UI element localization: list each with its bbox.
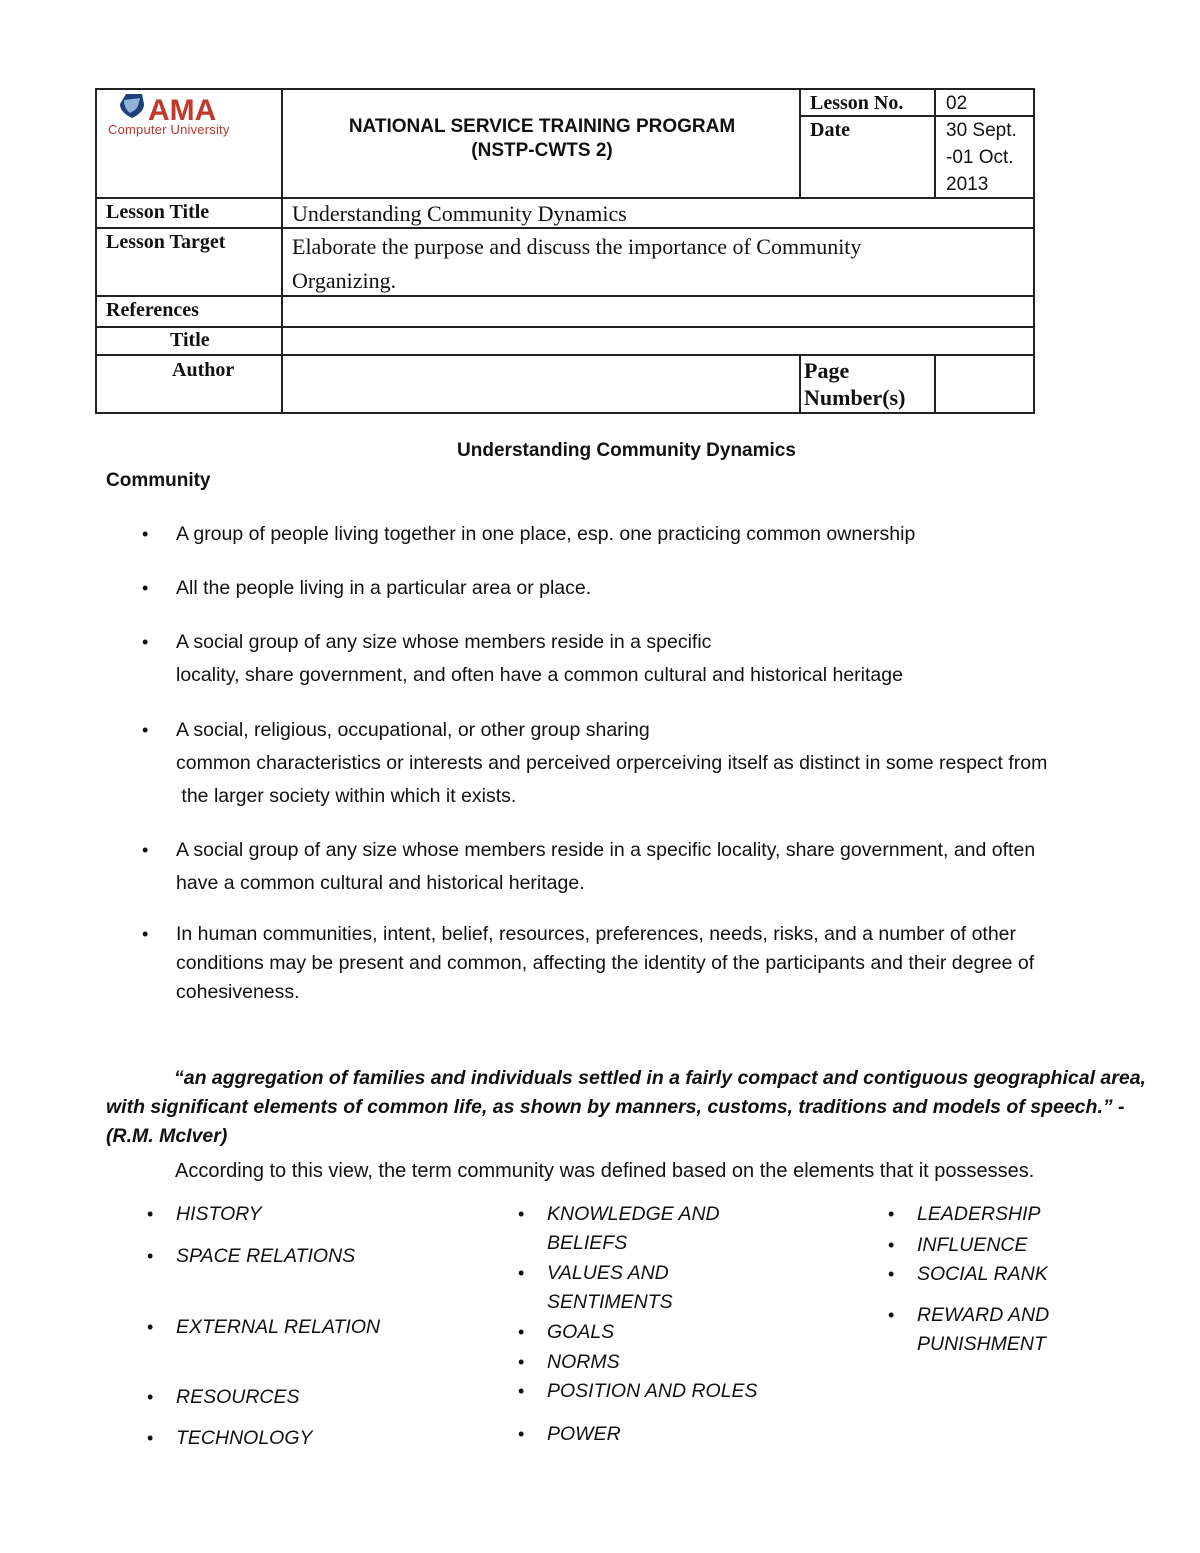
page-title: Understanding Community Dynamics bbox=[457, 440, 796, 461]
according-text: According to this view, the term community was defined based on the elements that it possesses. bbox=[175, 1160, 1035, 1182]
table-divider bbox=[281, 88, 283, 414]
lesson-target-label: Lesson Target bbox=[106, 231, 226, 253]
logo-wordmark: AMA bbox=[148, 94, 217, 127]
lesson-no-label: Lesson No. bbox=[810, 92, 904, 114]
element-item: • VALUES AND SENTIMENTS bbox=[518, 1262, 673, 1313]
list-item-line: cohesiveness. bbox=[176, 981, 300, 1003]
program-title-line1: NATIONAL SERVICE TRAINING PROGRAM bbox=[348, 116, 736, 137]
date-label: Date bbox=[810, 119, 850, 141]
author-label: Author bbox=[172, 359, 235, 381]
logo-subtitle: Computer University bbox=[108, 122, 230, 137]
date-value-line2: -01 Oct. bbox=[946, 147, 1014, 168]
list-item-line: common characteristics or interests and perceived orperceiving itself as distinct in some respect from bbox=[176, 752, 1048, 774]
element-label: RESOURCES bbox=[176, 1386, 300, 1408]
element-label: LEADERSHIP bbox=[917, 1203, 1041, 1225]
element-label: SENTIMENTS bbox=[547, 1291, 673, 1313]
element-label: EXTERNAL RELATION bbox=[176, 1316, 381, 1338]
lesson-target-line2: Organizing. bbox=[292, 268, 397, 293]
list-item-line: the larger society within which it exists. bbox=[176, 785, 517, 807]
element-item: • LEADERSHIP bbox=[888, 1203, 1041, 1225]
date-value-line3: 2013 bbox=[946, 174, 989, 195]
table-divider bbox=[95, 227, 1035, 229]
list-item bbox=[176, 519, 915, 550]
program-title-line2: (NSTP-CWTS 2) bbox=[471, 140, 613, 161]
element-item: • INFLUENCE bbox=[888, 1234, 1028, 1256]
table-divider bbox=[934, 88, 936, 198]
element-item: • EXTERNAL RELATION bbox=[147, 1316, 381, 1338]
element-item: • NORMS bbox=[518, 1351, 620, 1373]
title-label: Title bbox=[170, 329, 210, 351]
element-label: POWER bbox=[547, 1423, 621, 1445]
lesson-target-value bbox=[292, 230, 861, 298]
section-heading: Community bbox=[106, 470, 211, 491]
element-label: SPACE RELATIONS bbox=[176, 1245, 356, 1267]
date-value-line1: 30 Sept. bbox=[946, 120, 1017, 141]
page-numbers-line2: Number(s) bbox=[804, 385, 906, 410]
page-numbers-label bbox=[804, 357, 905, 411]
element-item: • KNOWLEDGE AND BELIEFS bbox=[518, 1203, 720, 1254]
element-label: PUNISHMENT bbox=[917, 1333, 1046, 1355]
element-label: SOCIAL RANK bbox=[917, 1263, 1048, 1285]
element-label: POSITION AND ROLES bbox=[547, 1380, 758, 1402]
element-item: • REWARD AND PUNISHMENT bbox=[888, 1304, 1050, 1355]
list-item-line: • A group of people living together in one place, esp. one practicing common ownership bbox=[176, 523, 916, 545]
list-item bbox=[176, 920, 1034, 1007]
table-divider bbox=[95, 354, 1035, 356]
table-divider bbox=[934, 355, 936, 414]
element-item: • POSITION AND ROLES bbox=[518, 1380, 758, 1402]
table-divider bbox=[95, 326, 1035, 328]
references-label: References bbox=[106, 299, 199, 321]
lesson-target-line1: Elaborate the purpose and discuss the importance of Community bbox=[292, 234, 862, 259]
element-label: BELIEFS bbox=[547, 1232, 628, 1254]
list-item bbox=[176, 714, 1047, 813]
element-label: INFLUENCE bbox=[917, 1234, 1028, 1256]
lesson-title-value: Understanding Community Dynamics bbox=[292, 201, 627, 226]
list-item-line: locality, share government, and often have a common cultural and historical heritage bbox=[176, 664, 903, 686]
list-item bbox=[176, 573, 591, 604]
list-item-line: • A social, religious, occupational, or other group sharing bbox=[176, 719, 650, 741]
element-item: • RESOURCES bbox=[147, 1386, 300, 1408]
table-divider bbox=[95, 197, 1035, 199]
date-value bbox=[946, 117, 1017, 198]
quote: “an aggregation of families and individuals settled in a fairly compact and contiguous geographical area, with significant elements of common life, as shown by manners, customs, traditions and models of speech.” -(R.M. McIver) bbox=[106, 1067, 1146, 1147]
element-item: • HISTORY bbox=[147, 1203, 262, 1225]
list-item bbox=[176, 834, 1035, 900]
element-label: KNOWLEDGE AND bbox=[547, 1203, 720, 1225]
list-item bbox=[176, 626, 903, 692]
list-item-line: • A social group of any size whose members reside in a specific locality, share government, and often bbox=[176, 839, 1036, 861]
element-item: • GOALS bbox=[518, 1321, 615, 1343]
element-label: GOALS bbox=[547, 1321, 615, 1343]
program-title bbox=[284, 115, 800, 163]
element-item: • SPACE RELATIONS bbox=[147, 1245, 356, 1267]
element-item: • TECHNOLOGY bbox=[147, 1427, 313, 1449]
list-item-line: • All the people living in a particular area or place. bbox=[176, 577, 592, 599]
page-numbers-line1: Page bbox=[804, 358, 850, 383]
element-label: REWARD AND bbox=[917, 1304, 1050, 1326]
lesson-no-value: 02 bbox=[946, 93, 968, 114]
element-item: • POWER bbox=[518, 1423, 621, 1445]
element-label: HISTORY bbox=[176, 1203, 262, 1225]
list-item-line: have a common cultural and historical heritage. bbox=[176, 872, 585, 894]
element-item: • SOCIAL RANK bbox=[888, 1263, 1048, 1285]
lesson-title-label: Lesson Title bbox=[106, 201, 210, 223]
list-item-line: conditions may be present and common, affecting the identity of the participants and their degree of bbox=[176, 952, 1035, 974]
element-label: TECHNOLOGY bbox=[176, 1427, 313, 1449]
element-label: VALUES AND bbox=[547, 1262, 669, 1284]
list-item-line: • In human communities, intent, belief, resources, preferences, needs, risks, and a number of other bbox=[176, 923, 1017, 945]
list-item-line: • A social group of any size whose members reside in a specific bbox=[176, 631, 712, 653]
table-divider bbox=[799, 355, 801, 414]
element-label: NORMS bbox=[547, 1351, 620, 1373]
